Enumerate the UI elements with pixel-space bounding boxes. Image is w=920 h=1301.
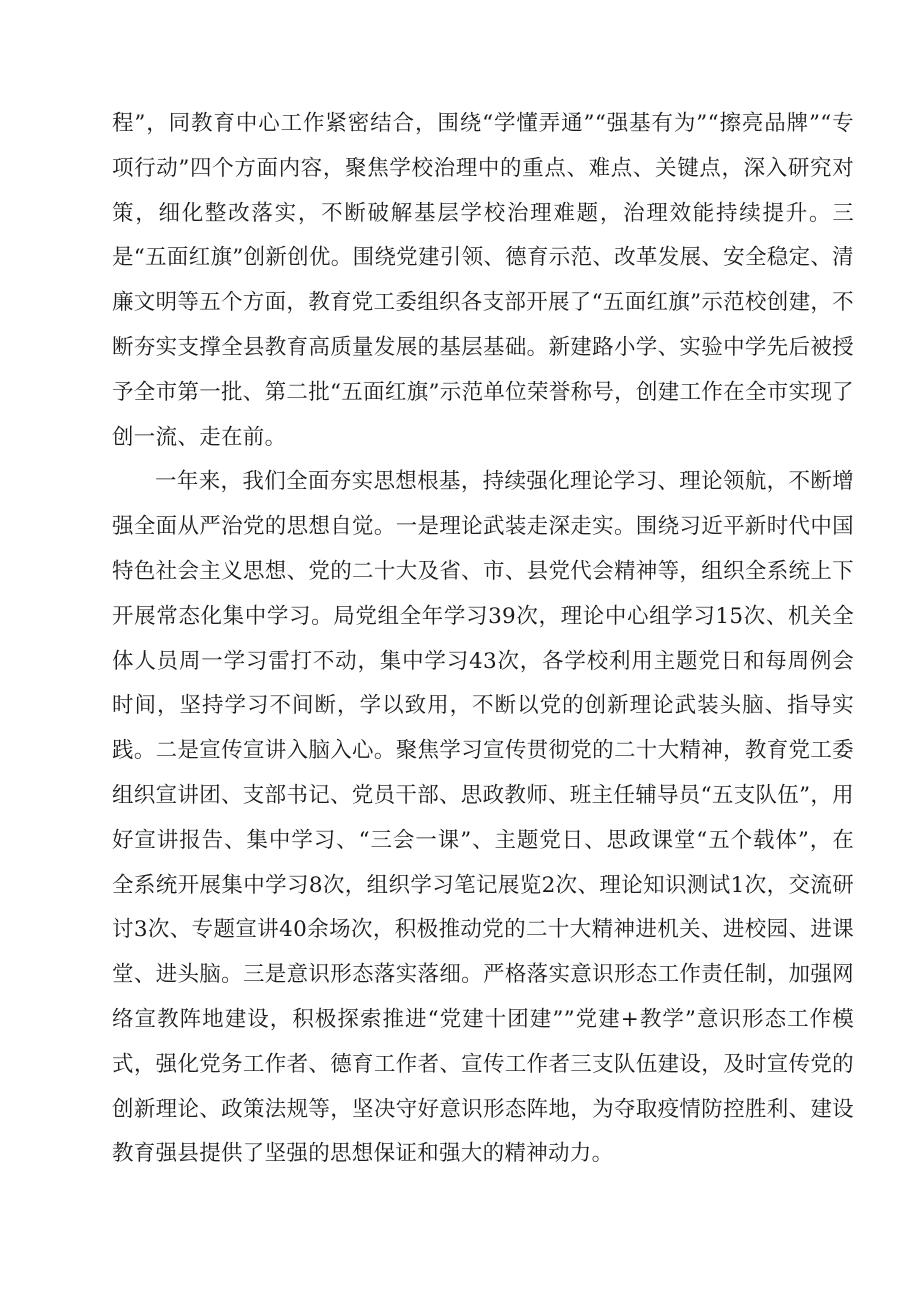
document-body bbox=[112, 102, 854, 1177]
paragraph-continuation: 程”，同教育中心工作紧密结合，围绕“学懂弄通”“强基有为”“擦亮品牌”“专项行动”四个方面内容，聚焦学校治理中的重点、难点、关键点，深入研究对策，细化整改落实，不断破解基层学校治理难题，治理效能持续提升。三是“五面红旗”创新创优。围绕党建引领、德育示范、改革发展、安全稳定、清廉文明等五个方面，教育党工委组织各支部开展了“五面红旗”示范校创建，不断夯实支撑全县教育高质量发展的基层基础。新建路小学、实验中学先后被授予全市第一批、第二批“五面红旗”示范单位荣誉称号，创建工作在全市实现了创一流、走在前。 bbox=[112, 111, 854, 450]
paragraph-ideological-foundation: 一年来，我们全面夯实思想根基，持续强化理论学习、理论领航，不断增强全面从严治党的思想自觉。一是理论武装走深走实。围绕习近平新时代中国特色社会主义思想、党的二十大及省、市、县党代会精神等，组织全系统上下开展常态化集中学习。局党组全年学习39次，理论中心组学习15次、机关全体人员周一学习雷打不动，集中学习43次，各学校利用主题党日和每周例会时间，坚持学习不间断，学以致用，不断以党的创新理论武装头脑、指导实践。二是宣传宣讲入脑入心。聚焦学习宣传贯彻党的二十大精神，教育党工委组织宣讲团、支部书记、党员干部、思政教师、班主任辅导员“五支队伍”，用好宣讲报告、集中学习、“三会一课”、主题党日、思政课堂“五个载体”，在全系统开展集中学习8次，组织学习笔记展览2次、理论知识测试1次，交流研讨3次、专题宣讲40余场次，积极推动党的二十大精神进机关、进校园、进课堂、进头脑。三是意识形态落实落细。严格落实意识形态工作责任制，加强网络宣教阵地建设，积极探索推进“党建十团建””党建+教学”意识形态工作模式，强化党务工作者、德育工作者、宣传工作者三支队伍建设，及时宣传党的创新理论、政策法规等，坚决守好意识形态阵地，为夺取疫情防控胜利、建设教育强县提供了坚强的思想保证和强大的精神动力。 bbox=[112, 469, 854, 1167]
